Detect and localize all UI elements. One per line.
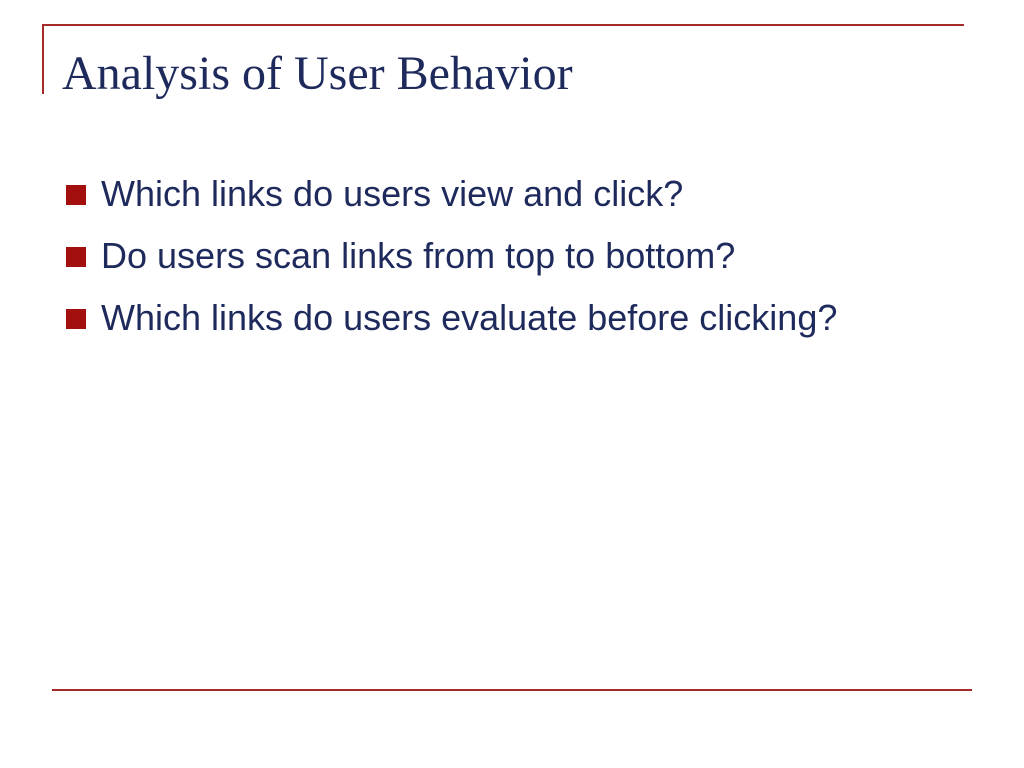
top-rule (42, 24, 964, 26)
bullet-text: Do users scan links from top to bottom? (101, 235, 736, 276)
slide-title: Analysis of User Behavior (62, 47, 573, 100)
bullet-item (66, 230, 946, 282)
square-bullet-icon (66, 247, 86, 267)
bullet-text: Which links do users evaluate before clicking? (101, 297, 838, 338)
square-bullet-icon (66, 185, 86, 205)
left-accent-bar (42, 24, 44, 94)
bottom-rule (52, 689, 972, 691)
bullet-list (66, 168, 946, 354)
bullet-item (66, 292, 946, 344)
bullet-item (66, 168, 946, 220)
square-bullet-icon (66, 309, 86, 329)
bullet-text: Which links do users view and click? (101, 173, 684, 214)
